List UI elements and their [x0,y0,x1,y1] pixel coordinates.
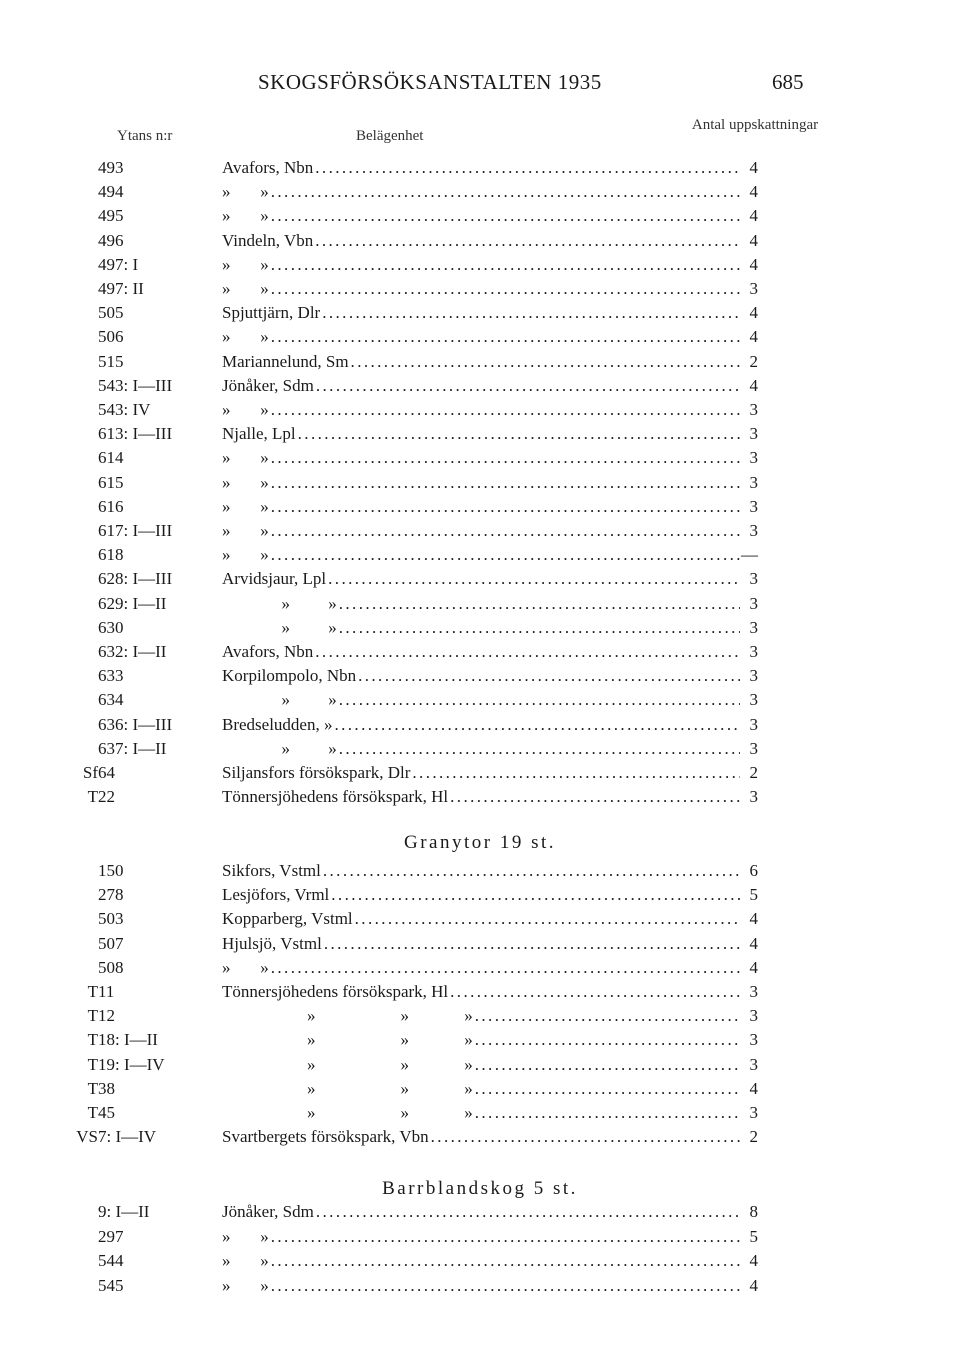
dot-leader [271,519,740,543]
row-location-text: » » » [222,1006,473,1026]
row-location [222,1028,740,1052]
row-count: 3 [749,593,758,613]
table-row [0,1004,960,1028]
row-count: — [741,545,758,565]
row-location [222,1225,740,1249]
table-row [0,204,960,228]
row-location-text: » » [222,206,269,226]
row-location [222,350,740,374]
column-header-id: Ytans n:r [117,128,173,144]
table-row [0,1101,960,1125]
row-location-text: » » [222,957,269,977]
row-number: 45 [98,1103,115,1122]
column-header-location: Belägenhet [356,128,424,144]
row-count: 4 [749,158,758,177]
table-row [0,422,960,446]
dot-leader [334,713,740,737]
table-row [0,1225,960,1249]
row-location [222,1101,740,1125]
page-number: 685 [772,70,804,94]
row-number: 544 [98,1251,124,1271]
table-row [0,859,960,883]
table-row [0,883,960,907]
row-location-text: » » [222,496,269,516]
table-row [0,785,960,809]
row-location-text: Njalle, Lpl [222,424,296,444]
row-location-text: » » [222,472,269,492]
dot-leader [316,1200,740,1224]
table-row [0,471,960,495]
row-count: 3 [749,400,758,419]
dot-leader [271,1225,740,1249]
row-location [222,737,740,761]
row-location-text: Vindeln, Vbn [222,230,314,250]
row-location-text: » » [222,545,269,565]
row-location [222,1200,740,1224]
row-count: 2 [749,1127,758,1147]
running-title: SKOGSFÖRSÖKSANSTALTEN 1935 [258,70,602,94]
row-number: 12 [98,1006,115,1026]
row-number: 545 [98,1275,124,1295]
row-prefix: T [87,1030,98,1050]
row-count: 4 [749,375,758,395]
row-location [222,253,740,277]
dot-leader [331,883,740,907]
dot-leader [271,956,740,980]
row-number: 505 [98,303,124,323]
row-location-text: » » » [222,1030,473,1050]
dot-leader [271,204,740,228]
table-row [0,180,960,204]
dot-leader [271,1274,740,1298]
row-prefix: VS [76,1127,98,1147]
row-location [222,859,740,883]
row-number: 493 [98,158,124,177]
row-number: 297 [98,1226,124,1246]
dot-leader [450,980,740,1004]
row-location [222,592,740,616]
row-count: 3 [749,472,758,492]
row-location-text: » » [222,1251,269,1271]
row-number: 618 [98,545,124,565]
table-row [0,688,960,712]
row-count: 2 [749,351,758,371]
row-location-text: » » [222,327,269,347]
row-number: 613: I—III [98,424,173,444]
row-location [222,761,740,785]
row-count: 4 [749,303,758,323]
row-prefix: T [87,1103,98,1122]
row-count: 3 [749,496,758,516]
row-count: 3 [749,1030,758,1050]
row-location-text: Avafors, Nbn [222,158,314,177]
row-count: 4 [749,182,758,202]
row-location [222,1249,740,1273]
row-count: 3 [749,617,758,637]
row-location [222,301,740,325]
row-location-text: Jönåker, Sdm [222,1202,314,1221]
row-location [222,688,740,712]
row-location [222,932,740,956]
table-row [0,543,960,567]
table-row [0,907,960,931]
table-row [0,1053,960,1077]
dot-leader [358,664,740,688]
row-count: 5 [749,885,758,905]
row-count: 3 [749,738,758,758]
row-location-text: » » [222,448,269,468]
section-heading-barrblandskog: Barrblandskog 5 st. [382,1178,578,1199]
row-prefix: Sf [82,763,98,782]
table-row [0,398,960,422]
row-number: 11 [98,982,115,1001]
row-location [222,980,740,1004]
row-location [222,519,740,543]
row-number: 494 [98,182,124,202]
dot-leader [339,616,740,640]
section-heading-granytor: Granytor 19 st. [403,832,556,853]
row-number: 496 [98,230,124,250]
dot-leader [475,1077,740,1101]
row-count: 3 [749,690,758,710]
dot-leader [450,785,740,809]
row-location [222,785,740,809]
table-row [0,1077,960,1101]
row-number: 278 [98,885,124,905]
row-location-text: Bredseludden, » [222,714,333,734]
table-row [0,664,960,688]
row-location-text: Svartbergets försökspark, Vbn [222,1127,429,1147]
row-number: 515 [98,351,124,371]
row-number: 503 [98,909,124,929]
row-location-text: Jönåker, Sdm [222,375,314,395]
row-count: 8 [749,1202,758,1221]
row-location [222,446,740,470]
row-number: 616 [98,496,124,516]
row-location-text: Kopparberg, Vstml [222,909,353,929]
row-location-text: » » » [222,1103,473,1122]
row-number: 38 [98,1078,115,1098]
row-location [222,374,740,398]
table-row [0,932,960,956]
row-number: 506 [98,327,124,347]
row-location [222,543,740,567]
row-count: 3 [749,448,758,468]
dot-leader [323,859,740,883]
row-count: 3 [749,642,758,661]
row-location [222,664,740,688]
row-prefix: T [87,787,98,807]
table-row [0,301,960,325]
table-row [0,592,960,616]
table-row [0,713,960,737]
dot-leader [328,567,740,591]
dot-leader [324,932,740,956]
table-row [0,737,960,761]
row-count: 4 [749,909,758,929]
dot-leader [315,640,740,664]
row-location [222,1274,740,1298]
row-prefix: T [87,1078,98,1098]
row-location-text: » » [222,1275,269,1295]
row-location-text: Tönnersjöhedens försökspark, Hl [222,982,449,1001]
row-location [222,1077,740,1101]
row-count: 3 [749,424,758,444]
row-count: 4 [749,1275,758,1295]
row-location [222,1125,740,1149]
row-number: 634 [98,690,124,710]
row-count: 4 [749,230,758,250]
row-location-text: » » [222,279,269,298]
row-location-text: » » [222,690,337,710]
table-row [0,277,960,301]
row-count: 4 [749,933,758,953]
dot-leader [271,253,740,277]
row-number: 543: I—III [98,375,173,395]
row-location [222,422,740,446]
row-location-text: » » » [222,1054,473,1074]
dot-leader [271,446,740,470]
dot-leader [271,398,740,422]
dot-leader [475,1028,740,1052]
row-number: 64 [98,763,115,782]
row-number: 18: I—II [98,1030,158,1050]
table-row [0,567,960,591]
dot-leader [271,495,740,519]
row-location-text: » » » [222,1078,473,1098]
row-number: 497: I [98,254,139,274]
dot-leader [339,592,740,616]
table-row [0,156,960,180]
table-row [0,640,960,664]
row-count: 4 [749,957,758,977]
row-count: 3 [749,279,758,298]
row-location [222,277,740,301]
row-location-text: » » [222,182,269,202]
table-row [0,980,960,1004]
row-number: 22 [98,787,115,807]
row-number: 617: I—III [98,521,173,540]
table-row [0,325,960,349]
row-count: 4 [749,1251,758,1271]
column-header-count: Antal uppskattningar [691,117,819,133]
row-number: 19: I—IV [98,1054,165,1074]
row-location [222,1053,740,1077]
row-number: 497: II [98,279,144,298]
row-count: 3 [749,1006,758,1026]
table-row [0,761,960,785]
table-row [0,1125,960,1149]
row-location-text: Sikfors, Vstml [222,861,321,880]
row-location-text: » » [222,1226,269,1246]
row-number: 636: I—III [98,714,173,734]
row-prefix: T [87,1054,98,1074]
row-location-text: Tönnersjöhedens försökspark, Hl [222,787,449,807]
row-location-text: Mariannelund, Sm [222,351,349,371]
row-count: 3 [749,1103,758,1122]
row-number: 7: I—IV [98,1127,157,1147]
row-location [222,229,740,253]
row-count: 5 [749,1226,758,1246]
row-location [222,156,740,180]
dot-leader [271,543,740,567]
row-location-text: » » [222,521,269,540]
row-number: 633 [98,666,124,686]
dot-leader [412,761,740,785]
table-row [0,374,960,398]
dot-leader [271,277,740,301]
table-row [0,350,960,374]
dot-leader [475,1101,740,1125]
dot-leader [355,907,740,931]
row-location-text: » » [222,254,269,274]
dot-leader [475,1053,740,1077]
table-row [0,616,960,640]
dot-leader [315,156,740,180]
row-location [222,325,740,349]
row-count: 4 [749,206,758,226]
table-row [0,1028,960,1052]
page-header [0,70,960,102]
row-number: 150 [98,861,124,880]
row-count: 3 [749,569,758,589]
row-count: 3 [749,1054,758,1074]
row-number: 614 [98,448,124,468]
row-location-text: » » [222,593,337,613]
row-location [222,495,740,519]
dot-leader [431,1125,740,1149]
row-count: 3 [749,666,758,686]
row-prefix: T [87,982,98,1001]
table-row [0,519,960,543]
row-count: 4 [749,327,758,347]
row-number: 507 [98,933,124,953]
row-number: 632: I—II [98,642,167,661]
row-count: 4 [749,1078,758,1098]
row-location [222,907,740,931]
table-row [0,1274,960,1298]
row-number: 508 [98,957,124,977]
table-row [0,956,960,980]
dot-leader [298,422,740,446]
dot-leader [339,737,740,761]
dot-leader [271,471,740,495]
table-row [0,495,960,519]
row-location-text: Arvidsjaur, Lpl [222,569,327,589]
row-number: 9: I—II [98,1202,150,1221]
row-location-text: » » [222,617,337,637]
dot-leader [322,301,740,325]
row-prefix: T [87,1006,98,1026]
row-location [222,640,740,664]
row-number: 637: I—II [98,738,167,758]
table-row [0,446,960,470]
row-count: 6 [749,861,758,880]
row-number: 543: IV [98,400,151,419]
row-count: 3 [749,714,758,734]
row-number: 615 [98,472,124,492]
row-count: 4 [749,254,758,274]
table-row [0,1249,960,1273]
dot-leader [339,688,740,712]
row-number: 629: I—II [98,593,167,613]
row-location [222,616,740,640]
dot-leader [351,350,740,374]
row-location [222,204,740,228]
row-count: 3 [749,521,758,540]
row-count: 2 [749,763,758,782]
row-location [222,1004,740,1028]
dot-leader [271,325,740,349]
row-location [222,567,740,591]
row-count: 3 [749,787,758,807]
row-location-text: Avafors, Nbn [222,642,314,661]
table-row [0,1200,960,1224]
row-location [222,398,740,422]
dot-leader [271,1249,740,1273]
table-row [0,253,960,277]
row-count: 3 [749,982,758,1001]
row-location-text: Siljansfors försökspark, Dlr [222,763,411,782]
dot-leader [475,1004,740,1028]
row-location [222,883,740,907]
row-location [222,956,740,980]
row-location [222,713,740,737]
dot-leader [316,374,740,398]
row-location-text: Hjulsjö, Vstml [222,933,322,953]
row-location [222,471,740,495]
row-location [222,180,740,204]
row-location-text: » » [222,400,269,419]
row-number: 495 [98,206,124,226]
row-location-text: » » [222,738,337,758]
dot-leader [315,229,740,253]
row-number: 628: I—III [98,569,173,589]
dot-leader [271,180,740,204]
row-number: 630 [98,617,124,637]
row-location-text: Spjuttjärn, Dlr [222,303,321,323]
row-location-text: Lesjöfors, Vrml [222,885,330,905]
row-location-text: Korpilompolo, Nbn [222,666,357,686]
table-row [0,229,960,253]
